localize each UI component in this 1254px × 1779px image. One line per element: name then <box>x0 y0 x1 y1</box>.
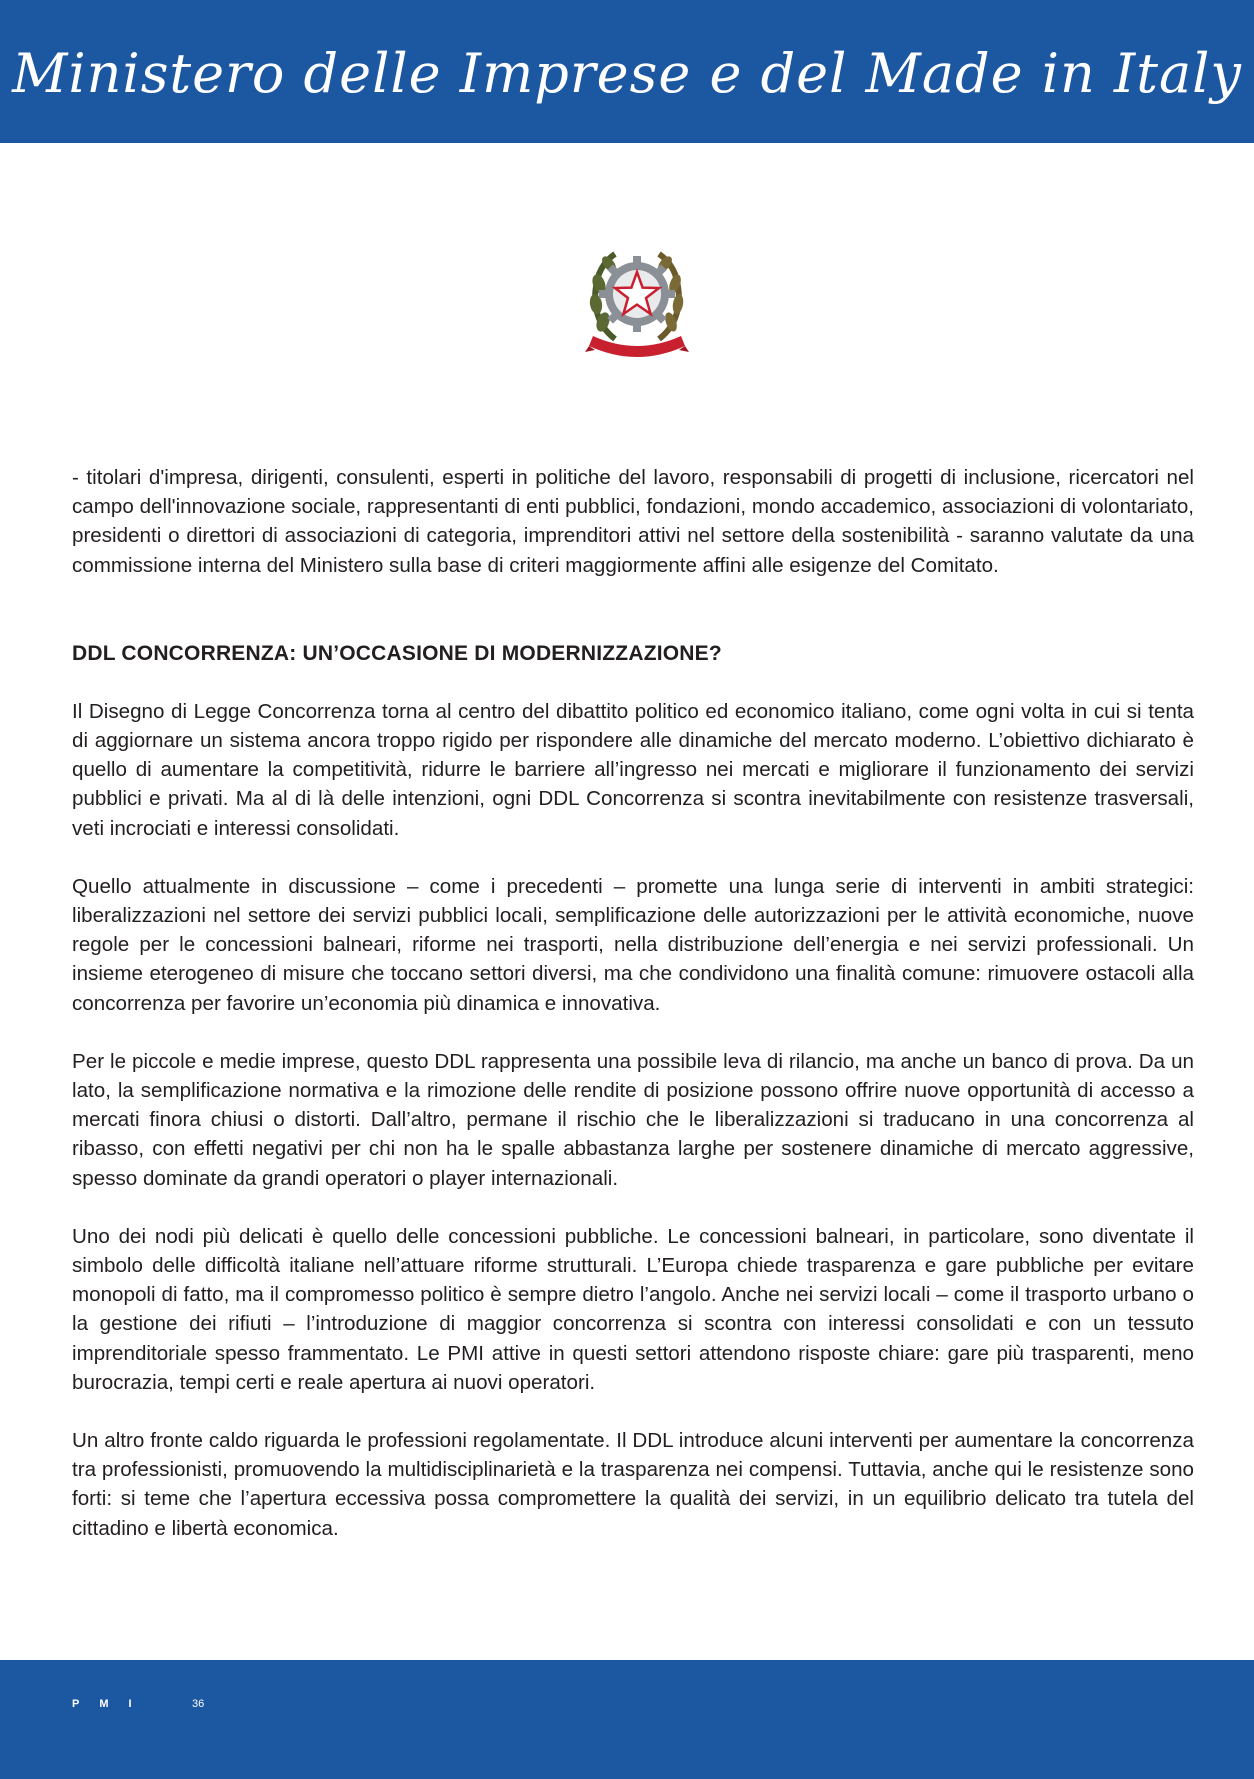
section-heading: DDL CONCORRENZA: UN’OCCASIONE DI MODERNIZZAZIONE? <box>72 641 722 665</box>
article-body <box>72 463 1194 1543</box>
footer-brand: PMI <box>72 1698 152 1710</box>
paragraph: Uno dei nodi più delicati è quello delle concessioni pubbliche. Le concessioni balneari, in particolare, sono diventate il simbolo delle difficoltà italiane nell’attuare riforme strutturali. L’Europa chiede trasparenza e gare pubbliche per evitare monopoli di fatto, ma il compromesso politico è sempre dietro l’angolo. Anche nei servizi locali – come il trasporto urbano o la gestione dei rifiuti – l’introduzione di maggior concorrenza si scontra con interessi consolidati e con un tessuto imprenditoriale spesso frammentato. Le PMI attive in questi settori attendono risposte chiare: gare più trasparenti, meno burocrazia, tempi certi e reale apertura ai nuovi operatori. <box>72 1224 1194 1394</box>
paragraph: Quello attualmente in discussione – come i precedenti – promette una lunga serie di interventi in ambiti strategici: liberalizzazioni nel settore dei servizi pubblici locali, semplificazione delle autorizzazioni per le attività economiche, nuove regole per le concessioni balneari, riforme nei trasporti, nella distribuzione dell’energia e nei servizi professionali. Un insieme eterogeneo di misure che toccano settori diversi, ma che condividono una finalità comune: rimuovere ostacoli alla concorrenza per favorire un’economia più dinamica e innovativa. <box>72 874 1194 1015</box>
paragraph: Un altro fronte caldo riguarda le professioni regolamentate. Il DDL introduce alcuni interventi per aumentare la concorrenza tra professionisti, promuovendo la multidisciplinarietà e la trasparenza nei compensi. Tuttavia, anche qui le resistenze sono forti: si teme che l’apertura eccessiva possa compromettere la qualità dei servizi, in un equilibrio delicato tra tutela del cittadino e libertà economica. <box>72 1429 1194 1540</box>
paragraph: Il Disegno di Legge Concorrenza torna al centro del dibattito politico ed economico italiano, come ogni volta in cui si tenta di aggiornare un sistema ancora troppo rigido per rispondere alle dinamiche del mercato moderno. L’obiettivo dichiarato è quello di aumentare la competitività, ridurre le barriere all’ingresso nei mercati e migliorare il funzionamento dei servizi pubblici e privati. Ma al di là delle intenzioni, ogni DDL Concorrenza si scontra inevitabilmente con resistenze trasversali, veti incrociati e interessi consolidati. <box>72 699 1194 840</box>
footer-bar <box>0 1660 1254 1779</box>
header-bar <box>0 0 1254 143</box>
intro-paragraph: - titolari d'impresa, dirigenti, consulenti, esperti in politiche del lavoro, responsabili di progetti di inclusione, ricercatori nel campo dell'innovazione sociale, rappresentanti di enti pubblici, fondazioni, mondo accademico, associazioni di volontariato, presidenti o direttori di associazioni di categoria, imprenditori attivi nel settore della sostenibilità - saranno valutate da una commissione interna del Ministero sulla base di criteri maggiormente affini alle esigenze del Comitato. <box>72 466 1194 577</box>
italian-republic-emblem-icon <box>585 244 689 362</box>
page-number: 36 <box>192 1698 205 1710</box>
ministry-title: Ministero delle Imprese e del Made in Italy <box>12 42 1242 105</box>
paragraph: Per le piccole e medie imprese, questo DDL rappresenta una possibile leva di rilancio, ma anche un banco di prova. Da un lato, la semplificazione normativa e la rimozione delle rendite di posizione possono offrire nuove opportunità di accesso a mercati finora chiusi o distorti. Dall’altro, permane il rischio che le liberalizzazioni si traducano in una concorrenza al ribasso, con effetti negativi per chi non ha le spalle abbastanza larghe per sostenere dinamiche di mercato aggressive, spesso dominate da grandi operatori o player internazionali. <box>72 1049 1194 1190</box>
